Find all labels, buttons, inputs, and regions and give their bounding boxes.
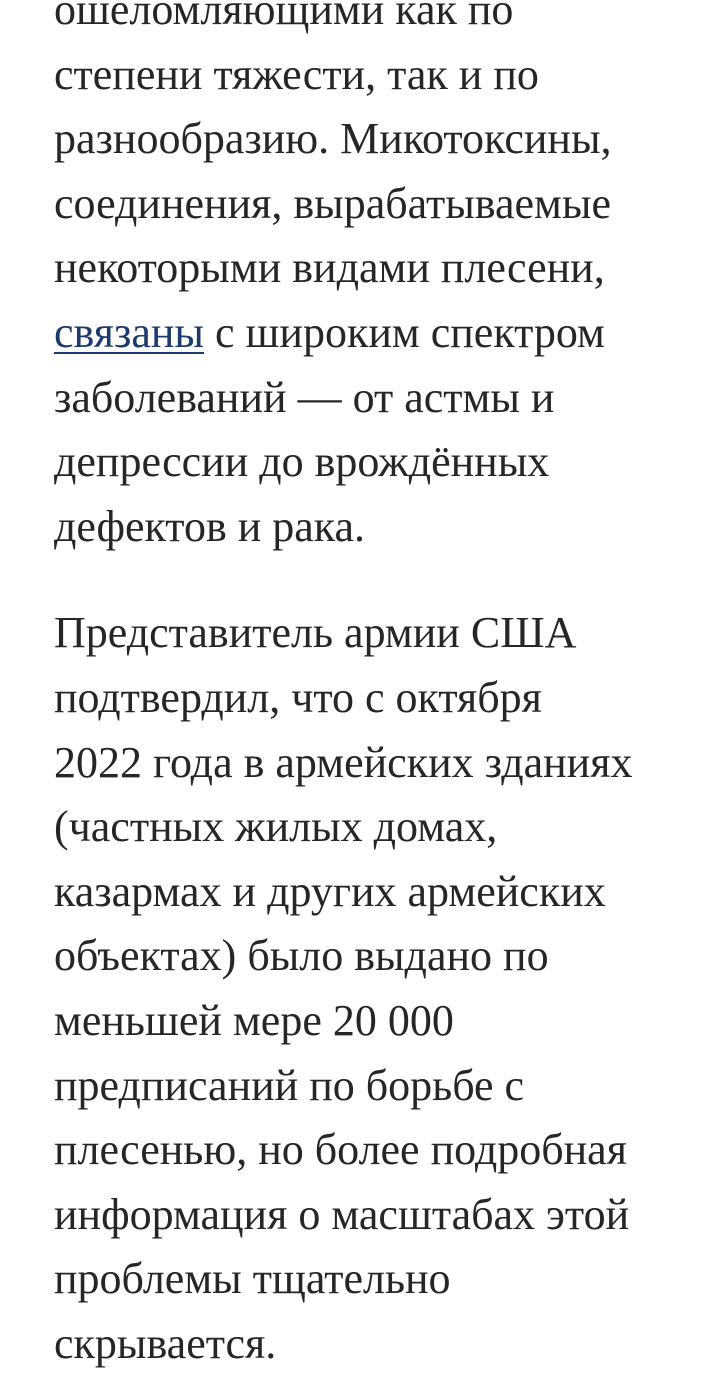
svyazany-link[interactable]: связаны	[54, 307, 204, 357]
text-line-rest: с широким спектром	[203, 307, 605, 357]
text-line: дефектов и рака.	[54, 501, 366, 551]
text-line-with-link	[54, 301, 674, 366]
text-line: некоторыми видами плесени,	[54, 243, 605, 293]
text-line: меньшей мере 20 000	[54, 995, 454, 1045]
article-paragraph	[54, 0, 674, 559]
text-line: степени тяжести, так и по	[54, 49, 539, 99]
text-line: ошеломляющими как по	[54, 0, 514, 34]
text-line: информация о масштабах этой	[54, 1189, 630, 1239]
text-line: разнообразию. Микотоксины,	[54, 114, 612, 164]
text-line: подтвердил, что с октября	[54, 672, 542, 722]
text-line: соединения, вырабатываемые	[54, 178, 611, 228]
text-line: депрессии до врождённых	[54, 437, 550, 487]
text-line: казармах и других армейских	[54, 866, 606, 916]
article-body	[54, 0, 674, 1376]
text-line: (частных жилых домах,	[54, 802, 498, 852]
text-line: заболеваний — от астмы и	[54, 372, 555, 422]
text-line: объектах) было выдано по	[54, 931, 549, 981]
text-line: проблемы тщательно	[54, 1254, 451, 1304]
text-line: плесенью, но более подробная	[54, 1125, 627, 1175]
article-paragraph	[54, 601, 674, 1376]
text-line: предписаний по борьбе с	[54, 1060, 525, 1110]
text-line: 2022 года в армейских зданиях	[54, 737, 633, 787]
text-line: скрывается.	[54, 1318, 277, 1368]
text-line: Представитель армии США	[54, 608, 577, 658]
